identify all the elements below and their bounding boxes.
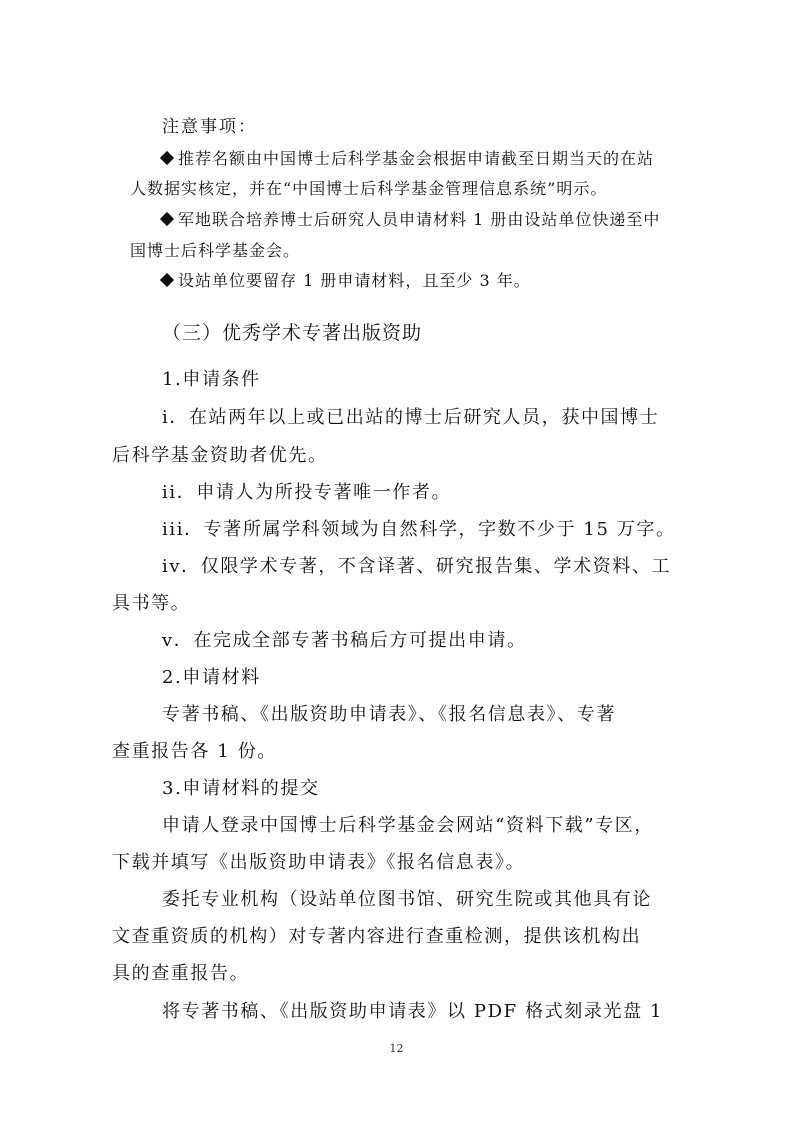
paragraph-line: v．在完成全部专著书稿后方可提出申请。 bbox=[162, 630, 527, 651]
paragraph-line: 委托专业机构（设站单位图书馆、研究生院或其他具有论 bbox=[162, 889, 652, 910]
subheading: 3.申请材料的提交 bbox=[162, 778, 320, 799]
subheading: 1.申请条件 bbox=[162, 369, 261, 390]
subheading: 2.申请材料 bbox=[162, 667, 261, 688]
note-line: 推荐名额由中国博士后科学基金会根据申请截至日期当天的在站 bbox=[178, 149, 655, 168]
paragraph-line: 文查重资质的机构）对专著内容进行查重检测，提供该机构出 bbox=[112, 926, 642, 947]
note-line: 设站单位要留存 1 册申请材料，且至少 3 年。 bbox=[178, 271, 531, 290]
section-title: （三）优秀学术专著出版资助 bbox=[162, 322, 423, 344]
note-line: 人数据实核定，并在“中国博士后科学基金管理信息系统”明示。 bbox=[130, 179, 608, 198]
paragraph-line: 专著书稿、《出版资助申请表》、《报名信息表》、专著 bbox=[162, 704, 616, 725]
paragraph-line: 具的查重报告。 bbox=[112, 963, 250, 984]
paragraph-line: 具书等。 bbox=[112, 593, 191, 614]
paragraph-line: 查重报告各 1 份。 bbox=[112, 741, 277, 762]
notes-title: 注意事项： bbox=[162, 117, 257, 137]
paragraph-line: 申请人登录中国博士后科学基金会网站“资料下载”专区， bbox=[162, 815, 655, 836]
note-item bbox=[160, 146, 654, 169]
paragraph-line: ii．申请人为所投专著唯一作者。 bbox=[162, 482, 452, 503]
paragraph-line: 下载并填写《出版资助申请表》《报名信息表》。 bbox=[112, 852, 526, 873]
page-number: 12 bbox=[389, 1042, 404, 1055]
paragraph-line: i．在站两年以上或已出站的博士后研究人员，获中国博士 bbox=[162, 407, 660, 428]
paragraph-line: iii．专著所属学科领域为自然科学，字数不少于 15 万字。 bbox=[162, 519, 676, 540]
paragraph-line: iv．仅限学术专著，不含译著、研究报告集、学术资料、工 bbox=[162, 556, 672, 577]
note-item bbox=[160, 207, 660, 230]
note-line: 军地联合培养博士后研究人员申请材料 1 册由设站单位快递至中 bbox=[178, 210, 661, 229]
diamond-bullet-icon bbox=[160, 150, 174, 164]
paragraph-line: 后科学基金资助者优先。 bbox=[112, 445, 328, 466]
note-line: 国博士后科学基金会。 bbox=[130, 241, 301, 260]
diamond-bullet-icon bbox=[160, 211, 174, 225]
note-item bbox=[160, 268, 531, 291]
paragraph-line: 将专著书稿、《出版资助申请表》以 PDF 格式刻录光盘 1 bbox=[162, 1001, 664, 1022]
diamond-bullet-icon bbox=[160, 272, 174, 286]
